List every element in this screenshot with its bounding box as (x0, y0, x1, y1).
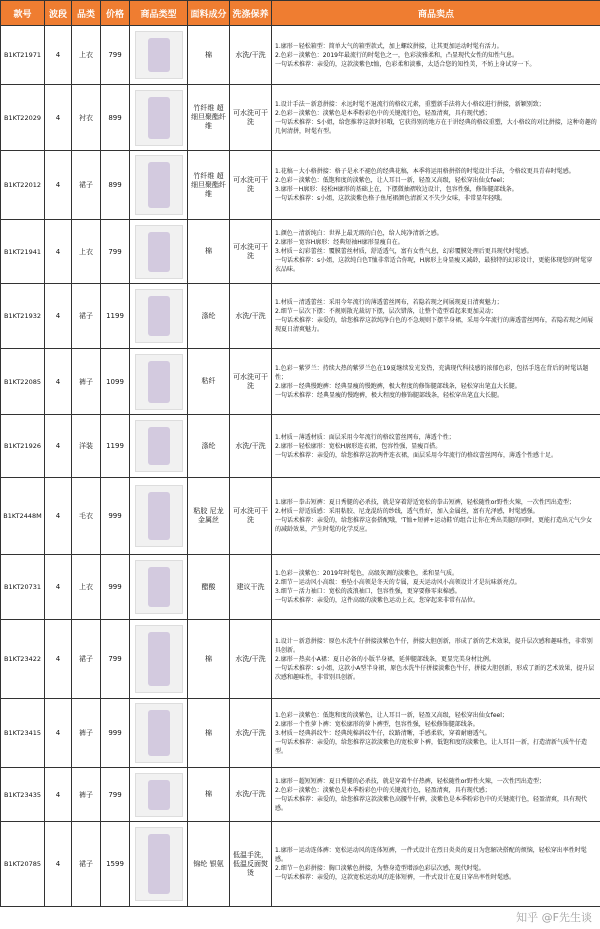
table-row (1, 85, 600, 151)
cell-fabric: 粘纤 (188, 349, 230, 415)
cell-wave: 4 (45, 220, 72, 284)
cell-fabric: 醋酸 (188, 555, 230, 620)
description-line: 一句话术推荐：经典显瘦的慢跑裤，极大程度的修饰腿部线条，轻松穿出笔直大长腿。 (275, 391, 504, 399)
description-line: 2.色彩－淡紫色：淡紫色是本季粉彩色中的关键流行色，轻盈清爽，具有现代感； (275, 109, 491, 117)
cell-category: 裙子 (72, 620, 101, 699)
cell-price: 1199 (101, 415, 130, 478)
description-line: 2.细节－色彩拼接：胸口淡紫色拼接，为整身造型增添色彩层次感，现代时髦。 (275, 865, 485, 872)
description-line: 一句话术推荐：亲爱的，这件高级的淡紫色运动上衣，您穿起来非常有品位。 (275, 597, 480, 604)
cell-product-image (130, 415, 188, 478)
cell-wave: 4 (45, 349, 72, 415)
cell-code: B1KT22029 (1, 85, 45, 151)
cell-product-image (130, 349, 188, 415)
description-line: 一句话术推荐：s小姐，这款纯白色T恤非常适合你呢，H廓形上身显瘦又减龄，最独特的幻彩设计，更能体现您的时髦穿衣品味。 (275, 257, 593, 273)
cell-description (272, 415, 600, 478)
cell-code: B1KT20785 (1, 822, 45, 907)
header-code: 款号 (1, 1, 45, 26)
cell-category: 裙子 (72, 822, 101, 907)
cell-care: 建议干洗 (230, 555, 272, 620)
description-line: 1.花稿－大小格拼接：格子是永不褪色的经典花稿，本季将运用格拼搭的时髦设计手法，令格纹更具青春时髦感。 (275, 168, 575, 175)
cell-code: B1KT22012 (1, 151, 45, 220)
cell-code: B1KT23435 (1, 768, 45, 822)
product-photo (135, 155, 183, 215)
cell-product-image (130, 822, 188, 907)
cell-category: 衬衣 (72, 85, 101, 151)
cell-product-image (130, 284, 188, 349)
header-price: 价格 (101, 1, 130, 26)
cell-price: 1599 (101, 822, 130, 907)
cell-care: 低温手洗，低温反面熨烫 (230, 822, 272, 907)
cell-price: 899 (101, 85, 130, 151)
cell-category: 毛衣 (72, 478, 101, 555)
product-photo (135, 90, 183, 146)
description-line: 1.材质－清透蕾丝：采用今年流行的薄透蕾丝网布，若隐若现之间展现夏日清爽魅力； (275, 299, 503, 306)
cell-code: B1KT21941 (1, 220, 45, 284)
description-line: 2.廓形－个性萝卜裤：宽松廓形的萝卜裤型，包容性强，轻松修饰腿部线条。 (275, 720, 479, 728)
cell-care: 可水洗可干洗 (230, 220, 272, 284)
cell-price: 799 (101, 768, 130, 822)
cell-description (272, 822, 600, 907)
product-photo (135, 420, 183, 472)
table-row (1, 151, 600, 220)
header-type: 商品类型 (130, 1, 188, 26)
cell-code: B1KT21926 (1, 415, 45, 478)
description-line: 一句话术推荐：s小姐，这款淡紫色格子鱼尾裙颜色清新又不失少女味，非常显年轻哦。 (275, 195, 507, 202)
cell-description (272, 768, 600, 822)
cell-price: 1199 (101, 284, 130, 349)
cell-price: 799 (101, 620, 130, 699)
cell-wave: 4 (45, 415, 72, 478)
cell-description (272, 220, 600, 284)
cell-wave: 4 (45, 151, 72, 220)
cell-product-image (130, 478, 188, 555)
cell-product-image (130, 699, 188, 768)
description-line: 1.设计手法－新意拼接：永远时髦不退流行的格纹元素，重塑新手法将大小格纹进行拼接，新颖别致； (275, 100, 545, 108)
cell-care: 可水洗可干洗 (230, 478, 272, 555)
description-line: 1.廓形－运动连体裤：宽松运动风的连体短裤，一件式设计在烈日炎炎的夏日为您解决搭配的烦恼，轻松穿出率性时髦感。 (275, 847, 587, 863)
cell-fabric: 粘胶 尼龙 金属丝 (188, 478, 230, 555)
table-row (1, 26, 600, 85)
cell-category: 裤子 (72, 699, 101, 768)
cell-wave: 4 (45, 26, 72, 85)
cell-fabric: 锦纶 银氨 (188, 822, 230, 907)
description-line: 一句话术推荐：亲爱的，这款宽松运动风的连体短裤，一件式设计在夏日穿出率性时髦感。 (275, 874, 516, 881)
product-photo (135, 225, 183, 279)
description-line: 1.色彩－淡紫色：低饱和度的淡紫色，让人耳目一新，轻盈又高级，轻松穿出仙女feel； (275, 711, 508, 719)
cell-code: B1KT23422 (1, 620, 45, 699)
description-line: 一句话术推荐：s小姐，这款小A型半身裙，原色水洗牛仔拼接淡紫色牛仔，拼接大胆创新，形成了新的艺术效果，提升层次感和趣味性，非常别具创新。 (275, 664, 595, 681)
table-row (1, 284, 600, 349)
header-row (1, 1, 600, 26)
cell-category: 上衣 (72, 220, 101, 284)
cell-code: B1KT21971 (1, 26, 45, 85)
description-line: 2.廓形－经典慢跑裤：经典显瘦的慢跑裤，极大程度的修饰腿部线条，轻松穿出笔直大长腿。 (275, 382, 521, 390)
header-fabric: 面料成分 (188, 1, 230, 26)
description-line: 一句话术推荐：亲爱的，给您推荐这款纯净白色的不急规则下摆半身裙，采用今年流行的薄透蕾丝网布，若隐若现之间展现夏日清爽魅力。 (275, 317, 594, 333)
cell-product-image (130, 620, 188, 699)
description-line: 2.色彩－淡紫色：2019年最流行的时髦色之一，色彩淡雅柔和，凸显现代女性的知性气息。 (275, 51, 518, 59)
description-line: 1.颜色－清新纯白：世界上最无瑕的白色，给人纯净清新之感。 (275, 230, 443, 237)
cell-price: 999 (101, 699, 130, 768)
description-line: 2.色彩－淡紫色：低饱和度的淡紫色，让人耳目一新，轻盈又高级，轻松穿出仙女feel； (275, 177, 508, 184)
cell-fabric: 竹纤维 超细旦聚酯纤维 (188, 151, 230, 220)
description-line: 1.色彩－紫罗兰：持续大热的紫罗兰色在19夏继续发光发热，充满现代科技感的浓郁色彩，包括手选在背后的时髦话题性； (275, 364, 589, 381)
cell-price: 899 (101, 151, 130, 220)
product-photo (135, 827, 183, 901)
cell-code: B1KT20731 (1, 555, 45, 620)
cell-wave: 4 (45, 284, 72, 349)
cell-description (272, 85, 600, 151)
cell-fabric: 棉 (188, 620, 230, 699)
header-care: 洗涤保养 (230, 1, 272, 26)
cell-code: B1KT21932 (1, 284, 45, 349)
product-photo (135, 560, 183, 614)
cell-care: 可水洗可干洗 (230, 85, 272, 151)
cell-care: 水洗/干洗 (230, 284, 272, 349)
cell-category: 裤子 (72, 768, 101, 822)
cell-care: 水洗/干洗 (230, 620, 272, 699)
cell-wave: 4 (45, 699, 72, 768)
cell-fabric: 棉 (188, 220, 230, 284)
description-line: 3.廓形－H廓形：轻松H廓形的基础上在，下摆微抽褶收边设计，包容性强，修饰腿部线条。 (275, 186, 518, 193)
table-row (1, 620, 600, 699)
product-photo (135, 289, 183, 343)
cell-category: 裙子 (72, 284, 101, 349)
description-line: 2.廓形－宽容H廓形：经典短袖H廓形显瘦自在。 (275, 239, 404, 246)
description-line: 1.设计－新意拼接：原色水洗牛仔拼接淡紫色牛仔，拼接大胆创新，形成了新的艺术效果，提升层次感和趣味性，非常别具创新。 (275, 637, 593, 654)
table-row (1, 768, 600, 822)
cell-wave: 4 (45, 478, 72, 555)
cell-category: 裙子 (72, 151, 101, 220)
cell-care: 水洗/干洗 (230, 415, 272, 478)
description-line: 2.材质－舒适质感：采用粘胶、尼龙混纺的纱线，透气性好，加入金属丝，富有光泽感，时髦感强。 (275, 508, 539, 515)
description-line: 2.色彩－淡紫色：淡紫色是本季粉彩色中的关键流行色，轻盈清爽，具有现代感； (275, 786, 491, 794)
cell-description (272, 699, 600, 768)
cell-description (272, 26, 600, 85)
cell-product-image (130, 768, 188, 822)
header-category: 品类 (72, 1, 101, 26)
header-selling-points: 商品卖点 (272, 1, 600, 26)
cell-care: 水洗/干洗 (230, 699, 272, 768)
description-line: 一句话术推荐：亲爱的，给您推荐这款淡紫色的宽松萝卜裤，低饱和度的淡紫色，让人耳目一新，打造清新气质牛仔造型。 (275, 738, 588, 755)
product-photo (135, 773, 183, 817)
description-line: 1.廓形－轻松箱型：简单大气的箱型款式，加上螺纹拼接，让其更加运动时髦有活力。 (275, 42, 503, 50)
description-line: 2.廓形－轻松廓形：宽松H廓形连衣裙，包容性强，显瘦百搭。 (275, 442, 442, 450)
cell-category: 裤子 (72, 349, 101, 415)
cell-code: B1KT2448M (1, 478, 45, 555)
cell-description (272, 620, 600, 699)
header-wave: 波段 (45, 1, 72, 26)
product-photo (135, 625, 183, 693)
cell-product-image (130, 220, 188, 284)
description-line: 一句话术推荐：亲爱的，给您推荐这款淡紫色高腰牛仔裤，淡紫色是本季粉彩色中的关键流行色，轻盈清爽，具有现代感。 (275, 795, 588, 812)
cell-fabric: 竹纤维 超细旦聚酯纤维 (188, 85, 230, 151)
cell-wave: 4 (45, 85, 72, 151)
cell-wave: 4 (45, 768, 72, 822)
cell-description (272, 478, 600, 555)
cell-care: 可水洗可干洗 (230, 349, 272, 415)
description-line: 1.材质－薄透材质：面层采用今年流行的格纹蕾丝网布，薄透个性； (275, 433, 455, 441)
cell-wave: 4 (45, 555, 72, 620)
cell-fabric: 棉 (188, 699, 230, 768)
cell-product-image (130, 151, 188, 220)
description-line: 2.细节－运动风小高级：垂坠小高领是冬天的专属，夏天运动风小高领设计才是玩味新亮点。 (275, 579, 521, 586)
description-line: 1.色彩－淡紫色：2019年时髦色，高级灰调的淡紫色，柔和显气质。 (275, 570, 458, 577)
cell-price: 799 (101, 26, 130, 85)
cell-code: B1KT23415 (1, 699, 45, 768)
cell-price: 1099 (101, 349, 130, 415)
description-line: 2.细节－层次下摆：不规则散光裁切下摆，层次错落，让整个造型看起来更加灵动； (275, 308, 497, 315)
cell-category: 上衣 (72, 555, 101, 620)
description-line: 一句话术推荐：亲爱的，这款淡紫色t恤，色彩柔和淡雅，太适合您的知性美，不妨上身试穿一下。 (275, 60, 536, 68)
cell-care: 可水洗可干洗 (230, 151, 272, 220)
description-line: 一句话术推荐：S小姐，给您推荐这款时衫哦，它获得别的地方在于讲经典的格纹重塑，大小格纹的对比拼接，这种奇趣的几何清拼，时髦有型。 (275, 118, 597, 135)
cell-wave: 4 (45, 620, 72, 699)
cell-product-image (130, 26, 188, 85)
cell-care: 水洗/干洗 (230, 26, 272, 85)
table-row (1, 220, 600, 284)
description-line: 1.廓形－拳击短裤：夏日秀腿的必杀技，就是穿着舒适宽松的拳击短裤，轻松随性or野性火辣，一次性凹出造型； (275, 499, 575, 506)
table-row (1, 555, 600, 620)
cell-product-image (130, 85, 188, 151)
description-line: 3.材质－经典斜纹牛：经典纯棉斜纹牛仔，纹路清晰，手感柔软，穿着耐磨透气。 (275, 729, 491, 737)
table-row (1, 478, 600, 555)
cell-price: 799 (101, 220, 130, 284)
description-line: 2.廓形－热卖小A裙：夏日必备的小版半身裙，延伸腿部线条，更显完美身材比例。 (275, 655, 495, 663)
product-photo (135, 703, 183, 763)
table-row (1, 349, 600, 415)
cell-fabric: 涤纶 (188, 284, 230, 349)
table-row (1, 822, 600, 907)
table-row (1, 415, 600, 478)
cell-fabric: 涤纶 (188, 415, 230, 478)
cell-code: B1KT22085 (1, 349, 45, 415)
product-photo (135, 31, 183, 79)
cell-price: 999 (101, 555, 130, 620)
watermark: 知乎 @F先生谈 (516, 911, 592, 924)
cell-description (272, 555, 600, 620)
cell-description (272, 349, 600, 415)
cell-category: 上衣 (72, 26, 101, 85)
cell-fabric: 棉 (188, 768, 230, 822)
description-line: 3.材质－幻彩蕾丝：覆膜蕾丝材质，舒适透气，富有女性气息，幻彩覆膜处理后更具现代时髦感。 (275, 248, 533, 255)
product-photo (135, 485, 183, 547)
description-line: 1.廓形－超短短裤：夏日秀腿的必杀技，就是穿着牛仔热裤，轻松随性or野性火辣，一次性凹出造型； (275, 777, 545, 785)
cell-fabric: 棉 (188, 26, 230, 85)
table-row (1, 699, 600, 768)
cell-category: 洋装 (72, 415, 101, 478)
cell-description (272, 151, 600, 220)
cell-care: 水洗/干洗 (230, 768, 272, 822)
description-line: 一句话术推荐：亲爱的，给您推荐这套搭配哦，'T恤+短裤+运动鞋'的组合让你在秀出美腿的同时，更能打造出元气少女的减龄效果，产生时髦的化学反应。 (275, 517, 593, 533)
product-photo (135, 354, 183, 410)
cell-wave: 4 (45, 822, 72, 907)
description-line: 一句话术推荐：亲爱的，给您推荐这款两件连衣裙，面层采用今年流行的格纹蕾丝网布，薄透个性感十足。 (275, 451, 558, 459)
description-line: 3.细节－活力袖口：宽松的波浪袖口，包容性强，更穿要修零束棉感。 (275, 588, 461, 595)
cell-description (272, 284, 600, 349)
cell-product-image (130, 555, 188, 620)
cell-price: 999 (101, 478, 130, 555)
